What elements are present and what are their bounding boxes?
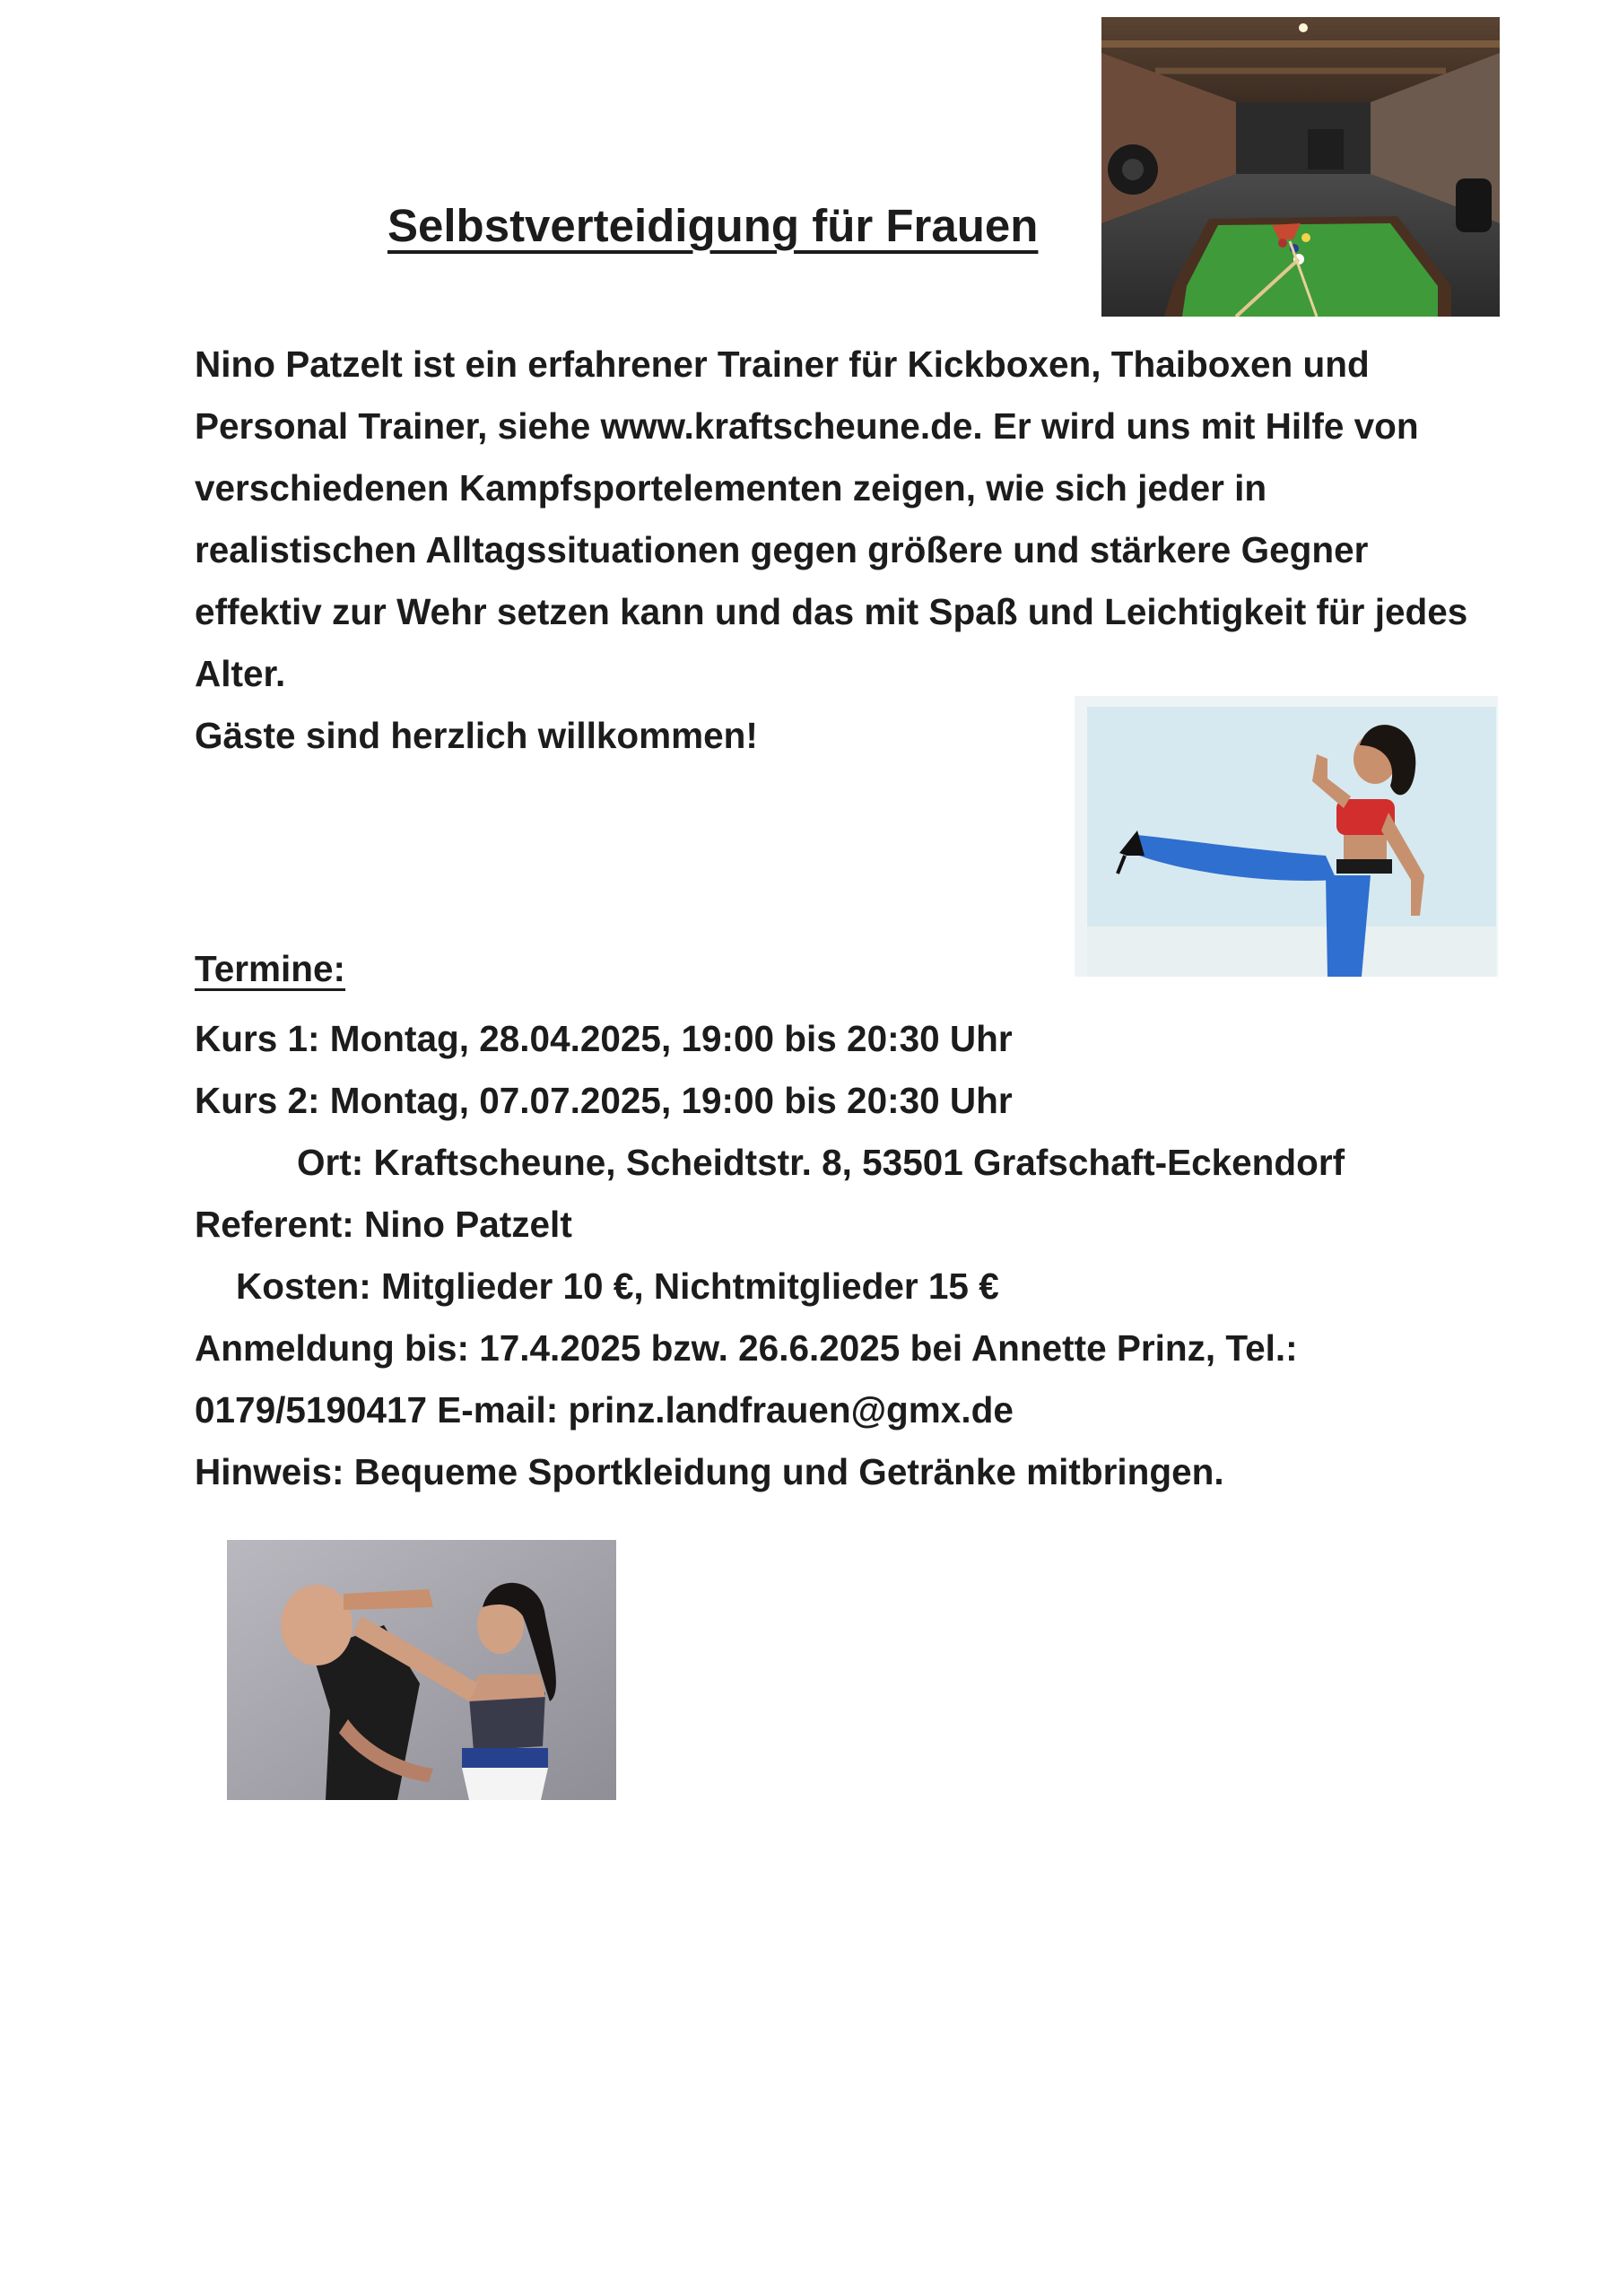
kick-photo: [1075, 696, 1498, 977]
page-title: Selbstverteidigung für Frauen: [387, 200, 1039, 251]
kurs-2: Kurs 2: Montag, 07.07.2025, 19:00 bis 20:30 Uhr: [195, 1080, 1013, 1121]
kurs-1: Kurs 1: Montag, 28.04.2025, 19:00 bis 20:30 Uhr: [195, 1018, 1013, 1059]
guests-welcome: Gäste sind herzlich willkommen!: [195, 715, 758, 756]
referent: Referent: Nino Patzelt: [195, 1204, 572, 1245]
hint: Hinweis: Bequeme Sportkleidung und Getränke mitbringen.: [195, 1451, 1224, 1492]
intro-paragraph: Nino Patzelt ist ein erfahrener Trainer für Kickboxen, Thaiboxen und Personal Trainer, siehe www.kraftscheune.de. Er wird uns mit Hilfe von verschiedenen Kampfsportelementen zeigen, wie sich jeder in realistischen Alltagssituationen gegen größere und stärkere Gegner effektiv zur Wehr setzen kann und das mit Spaß und Leichtigkeit für jedes Alter.: [195, 344, 1468, 694]
gym-photo: [1101, 17, 1500, 317]
termine-heading: Termine:: [195, 948, 346, 989]
registration: Anmeldung bis: 17.4.2025 bzw. 26.6.2025 bei Annette Prinz, Tel.:: [195, 1327, 1298, 1369]
location: Ort: Kraftscheune, Scheidtstr. 8, 53501 Grafschaft-Eckendorf: [297, 1142, 1345, 1183]
costs: Kosten: Mitglieder 10 €, Nichtmitglieder 15 €: [236, 1265, 999, 1307]
defense-photo: [227, 1540, 616, 1800]
contact: 0179/5190417 E-mail: prinz.landfrauen@gmx.de: [195, 1389, 1014, 1431]
